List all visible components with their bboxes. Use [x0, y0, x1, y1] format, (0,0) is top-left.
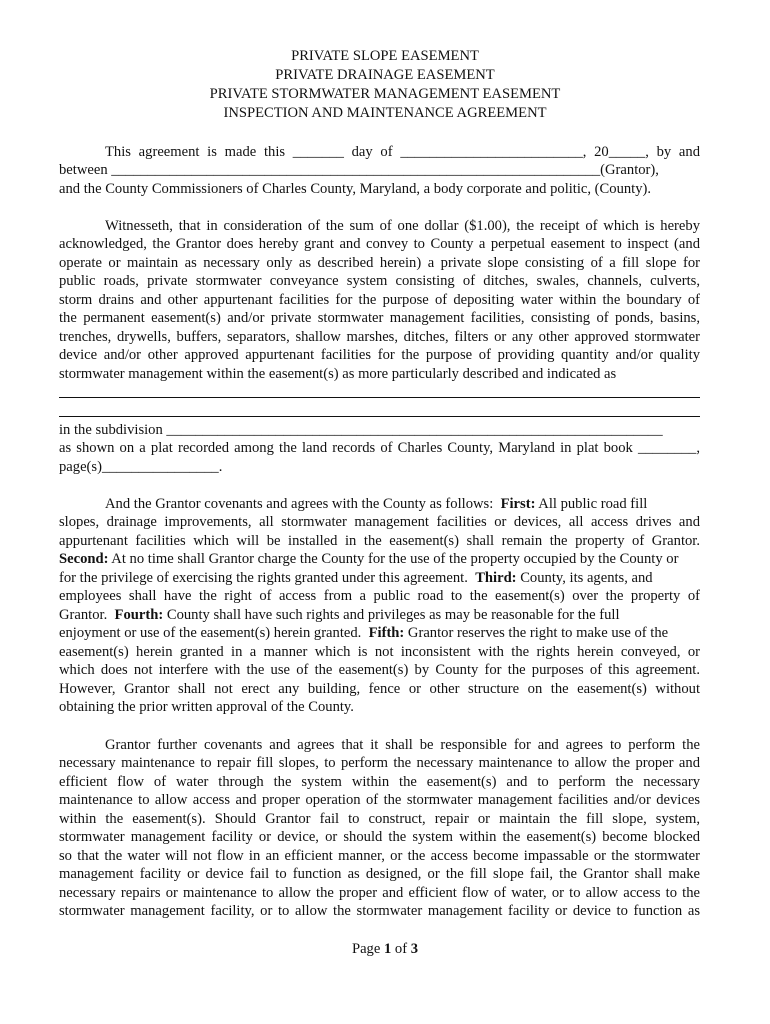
covenants-line-3: appurtenant facilities which will be installed in the easement(s) shall remain the property of Grantor.: [59, 533, 700, 549]
intro-line-3: and the County Commissioners of Charles County, Maryland, a body corporate and politic, (County).: [59, 181, 652, 197]
fifth-label: Fifth:: [368, 625, 405, 641]
covenants-line-1: And the Grantor covenants and agrees with the County as follows: First: All public road fill: [105, 496, 648, 512]
covenants-line-4: Second: At no time shall Grantor charge the County for the use of the property occupied by the County or: [59, 551, 679, 567]
intro-line-1: This agreement is made this _______ day of _________________________, 20_____, by and: [105, 144, 700, 160]
blank-line-2: [59, 416, 700, 417]
witness-line-4: public roads, private stormwater conveyance system consisting of ditches, swales, channels, culverts,: [59, 273, 700, 289]
witness-line-3: operate or maintain as necessary only as described herein) a private slope consisting of a fill slope for: [59, 255, 700, 271]
witness-line-1: Witnesseth, that in consideration of the sum of one dollar ($1.00), the receipt of which is hereby: [105, 218, 700, 234]
subdivision-line-2: as shown on a plat recorded among the land records of Charles County, Maryland in plat book ________,: [59, 440, 700, 456]
title-line-3: PRIVATE STORMWATER MANAGEMENT EASEMENT: [209, 86, 561, 102]
witness-line-5: storm drains and other appurtenant facilities for the purpose of depositing water within the boundary of: [59, 292, 700, 308]
covenants-line-10: which does not interfere with the use of the easement(s) by County for the purposes of this agreement.: [59, 662, 700, 678]
covenants-line-8: enjoyment or use of the easement(s) herein granted. Fifth: Grantor reserves the right to make use of the: [59, 625, 669, 641]
first-label: First:: [500, 496, 536, 512]
page-number: Page 1 of 3: [351, 941, 419, 957]
covenants-line-9: easement(s) herein granted in a manner which is not inconsistent with the rights herein conveyed, or: [59, 644, 700, 660]
maintenance-line-6: stormwater management facility or device, or should the system within the easement(s) become blocked: [59, 829, 700, 845]
witness-line-7: trenches, drywells, buffers, separators, shallow marshes, ditches, filters or any other approved stormwater: [59, 329, 700, 345]
witness-line-6: the permanent easement(s) and/or private stormwater management facilities, consisting of ponds, basins,: [59, 310, 700, 326]
maintenance-line-1: Grantor further covenants and agrees that it shall be responsible for and agrees to perform the: [105, 737, 700, 753]
witness-line-9: stormwater management within the easement(s) as more particularly described and indicated as: [59, 366, 617, 382]
maintenance-line-5: within the easement(s). Should Grantor fail to construct, repair or maintain the fill slope, system,: [59, 811, 700, 827]
third-label: Third:: [475, 570, 517, 586]
covenants-line-2: slopes, drainage improvements, all stormwater management facilities or devices, all access drives and: [59, 514, 700, 530]
covenants-line-5: for the privilege of exercising the rights granted under this agreement. Third: County, its agents, and: [59, 570, 653, 586]
maintenance-line-4: maintenance to allow access and proper operation of the stormwater management facilities and/or devices: [59, 792, 700, 808]
fourth-label: Fourth:: [114, 607, 164, 623]
maintenance-line-2: necessary maintenance to repair fill slopes, to perform the necessary maintenance to allow the proper and: [59, 755, 700, 771]
maintenance-line-10: stormwater management facility, or to allow the stormwater management facility or device to function as: [59, 903, 700, 919]
covenants-line-7: Grantor. Fourth: County shall have such rights and privileges as may be reasonable for the full: [59, 607, 620, 623]
blank-line-1: [59, 397, 700, 398]
maintenance-line-8: management facility or device fail to function as designed, or the fill slope fail, the Grantor shall make: [59, 866, 700, 882]
second-label: Second:: [59, 551, 109, 567]
witness-line-2: acknowledged, the Grantor does hereby grant and convey to County a perpetual easement to inspect (and: [59, 236, 700, 252]
covenants-line-11: However, Grantor shall not erect any building, fence or other structure on the easement(s) without: [59, 681, 700, 697]
maintenance-line-7: so that the water will not flow in an efficient manner, or the access become impassable or the stormwater: [59, 848, 700, 864]
covenants-line-12: obtaining the prior written approval of the County.: [59, 699, 354, 715]
title-line-2: PRIVATE DRAINAGE EASEMENT: [275, 67, 495, 83]
subdivision-line-1: in the subdivision ____________________________________________________________________: [59, 422, 663, 438]
covenants-line-6: employees shall have the right of access from a public road to the easement(s) over the property of: [59, 588, 700, 604]
title-line-4: INSPECTION AND MAINTENANCE AGREEMENT: [223, 105, 547, 121]
title-line-1: PRIVATE SLOPE EASEMENT: [291, 48, 479, 64]
maintenance-line-3: efficient flow of water through the system within the easement(s) and to perform the necessary: [59, 774, 700, 790]
intro-line-2: between ___________________________________________________________________(Grantor),: [59, 162, 659, 178]
witness-line-8: device and/or other approved appurtenant facilities for the purpose of providing quantity and/or quality: [59, 347, 700, 363]
maintenance-line-9: necessary repairs or maintenance to allow the proper and efficient flow of water, or to allow access to the: [59, 885, 700, 901]
subdivision-line-3: page(s)________________.: [59, 459, 223, 475]
